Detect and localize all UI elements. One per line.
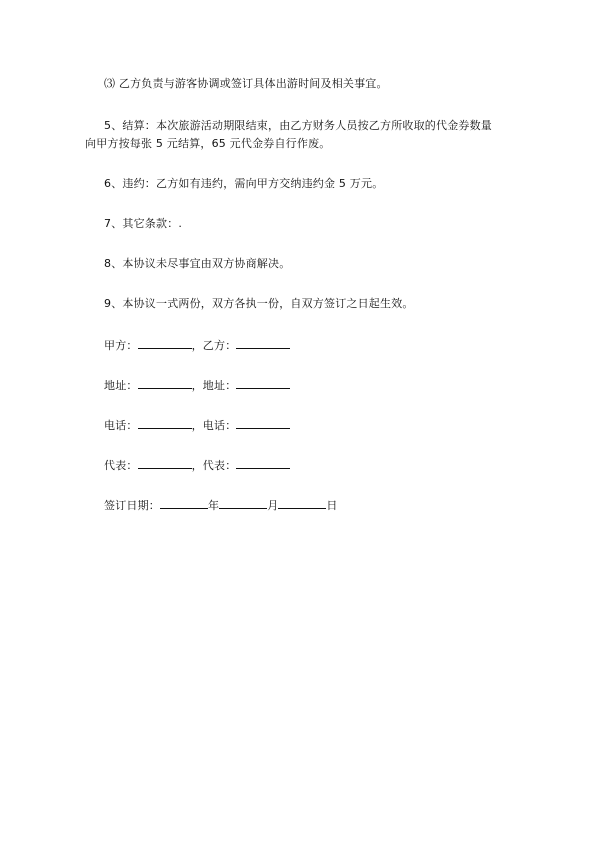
year-blank[interactable] [160,497,208,509]
representative-line [104,457,290,473]
clause-3-subitem: ⑶ 乙方负责与游客协调或签订具体出游时间及相关事宜。 [104,77,388,90]
address-line [104,377,290,393]
address-b-label: ，地址： [191,379,237,392]
signing-date-line [104,497,338,513]
rep-a-label: 代表： [104,459,138,472]
clause-6: 6、违约：乙方如有违约，需向甲方交纳违约金 5 万元。 [104,177,384,190]
clause-7: 7、其它条款：. [104,217,183,230]
day-label: 日 [326,499,338,512]
month-blank[interactable] [219,497,267,509]
date-label: 签订日期： [104,499,160,512]
day-blank[interactable] [278,497,326,509]
party-b-label: ，乙方： [191,339,237,352]
phone-a-blank[interactable] [138,417,192,429]
party-a-label: 甲方： [104,339,138,352]
phone-line [104,417,290,433]
address-b-blank[interactable] [236,377,290,389]
clause-5-line2: 向甲方按每张 5 元结算，65 元代金券自行作废。 [85,137,331,150]
rep-a-blank[interactable] [138,457,192,469]
year-label: 年 [208,499,220,512]
phone-b-label: ，电话： [191,419,237,432]
clause-8: 8、本协议未尽事宜由双方协商解决。 [104,257,291,270]
party-b-blank[interactable] [236,337,290,349]
party-a-blank[interactable] [138,337,192,349]
address-a-label: 地址： [104,379,138,392]
clause-5-line1: 5、结算：本次旅游活动期限结束，由乙方财务人员按乙方所收取的代金券数量 [104,119,492,132]
address-a-blank[interactable] [138,377,192,389]
clause-9: 9、本协议一式两份，双方各执一份，自双方签订之日起生效。 [104,297,414,310]
month-label: 月 [267,499,279,512]
rep-b-blank[interactable] [236,457,290,469]
phone-b-blank[interactable] [236,417,290,429]
rep-b-label: ，代表： [191,459,237,472]
phone-a-label: 电话： [104,419,138,432]
party-line [104,337,290,353]
